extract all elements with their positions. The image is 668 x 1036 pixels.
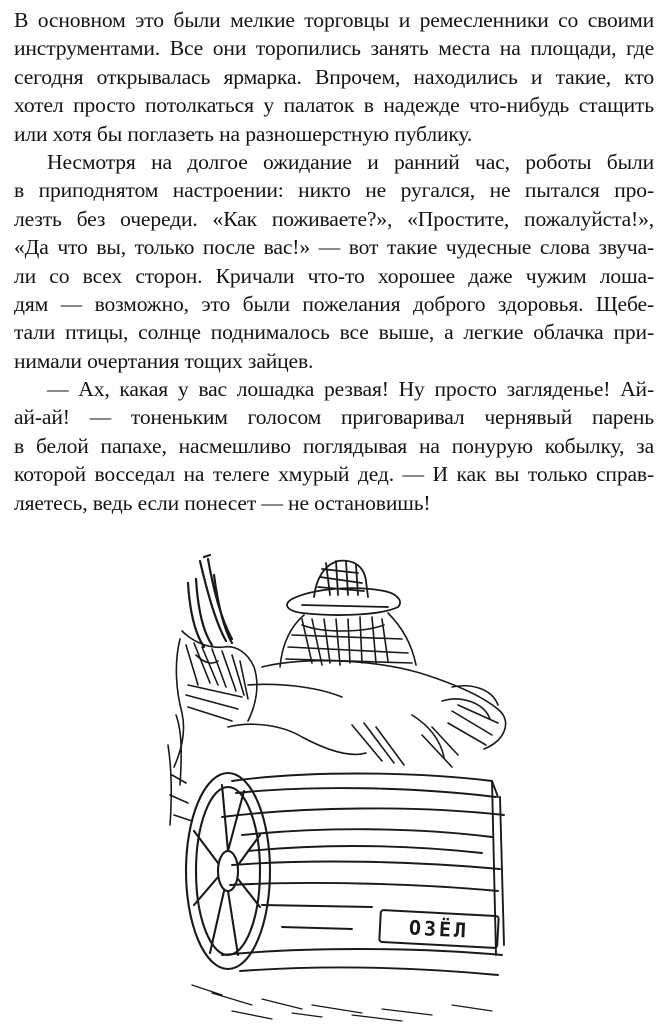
text-line: лезть без очереди. «Как поживаете?», «Простите, пожалуйста!», — [14, 206, 654, 231]
cargo-sack — [228, 661, 506, 767]
text-line: дям — возможно, это были пожелания доброго здоровья. Щебе- — [14, 291, 654, 316]
text-line: хотел просто потолкаться у палаток в надежде что-нибудь стащить — [14, 93, 654, 118]
text-line: тали птицы, солнце поднималось все выше, а легкие облачка при- — [14, 320, 654, 345]
ground-shading — [192, 985, 492, 1021]
text-line: или хотя бы поглазеть на разношерстную публику. — [14, 121, 473, 146]
text-line: сегодня открывалась ярмарка. Впрочем, находились и такие, кто — [14, 64, 654, 89]
text-line: ай-ай! — тоненьким голосом приговаривал чернявый парень — [14, 405, 654, 430]
text-line: нимали очертания тощих зайцев. — [14, 348, 314, 373]
text-line: в приподнятом настроении: никто не ругался, не пытался про- — [14, 178, 654, 203]
text-line: в белой папахе, насмешливо поглядывая на понурую кобылку, за — [14, 433, 654, 458]
rider-hat — [287, 561, 400, 615]
paragraph-2 — [14, 148, 654, 375]
body-text — [14, 6, 654, 517]
text-line: — Ах, какая у вас лошадка резвая! Ну просто загляденье! Ай- — [47, 377, 654, 402]
text-line: которой восседал на телеге хмурый дед. — И как вы только справ- — [14, 462, 654, 487]
paragraph-1 — [14, 6, 654, 148]
license-plate — [379, 910, 499, 948]
text-line: «Да что вы, только после вас!» — вот такие чудесные слова звуча- — [14, 235, 654, 260]
paragraph-3 — [14, 375, 654, 517]
donkey-ears — [188, 555, 232, 647]
text-line: ляетесь, ведь если понесет — не остановишь! — [14, 490, 431, 515]
cart-illustration — [152, 535, 524, 1025]
rider-body — [280, 613, 416, 667]
text-line: Несмотря на долгое ожидание и ранний час, роботы были — [47, 149, 654, 174]
text-line: ли со всех сторон. Кричали что-то хорошее даже чужим лоша- — [14, 263, 654, 288]
cart-wheel — [186, 773, 270, 969]
text-line: В основном это были мелкие торговцы и ремесленники со своими — [14, 8, 654, 32]
plate-text: ОЗЁЛ — [408, 915, 470, 943]
cart-box — [222, 774, 504, 976]
text-line: инструментами. Все они торопились занять места на площади, где — [14, 36, 654, 61]
